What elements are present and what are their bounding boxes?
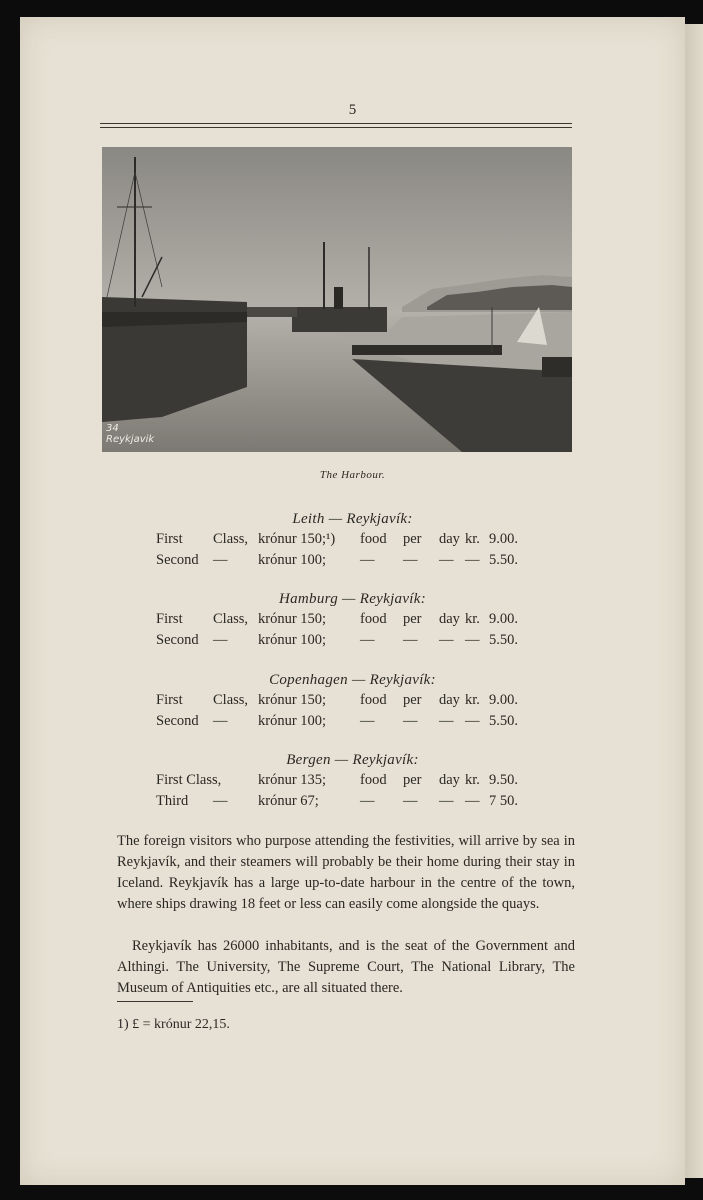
photo-caption: The Harbour. (319, 469, 386, 481)
page-number: 5 (348, 102, 357, 118)
route-title: Leith — Reykjavík: (292, 511, 413, 527)
fare-cell-day: day (439, 692, 460, 708)
fare-cell-cls2: Class, (213, 692, 249, 708)
fare-cell-per: — (403, 713, 418, 729)
fare-cell-food: — (360, 713, 375, 729)
footnote-rule (117, 1001, 193, 1002)
fare-cell-fare: krónur 135; (258, 772, 327, 788)
fare-cell-cls: First Class, (156, 772, 222, 788)
fare-cell-fare: krónur 67; (258, 793, 319, 809)
fare-cell-kr: kr. (465, 531, 480, 547)
fare-cell-cls2: — (213, 713, 228, 729)
fare-cell-kr: kr. (465, 772, 480, 788)
fare-cell-day: day (439, 531, 460, 547)
fare-cell-price: 5.50. (489, 552, 518, 568)
fare-cell-price: 5.50. (489, 713, 518, 729)
harbour-photo (102, 147, 572, 452)
fare-cell-price: 9.00. (489, 611, 518, 627)
fare-cell-per: per (403, 611, 422, 627)
fare-cell-price: 9.00. (489, 531, 518, 547)
fare-cell-cls2: — (213, 793, 228, 809)
fare-cell-fare: krónur 100; (258, 632, 327, 648)
fare-cell-kr: kr. (465, 611, 480, 627)
header-rule-bottom (100, 127, 572, 128)
document-page (20, 17, 685, 1185)
fare-cell-cls: First (156, 531, 183, 547)
fare-cell-fare: krónur 100; (258, 552, 327, 568)
fare-cell-food: food (360, 531, 387, 547)
fare-cell-day: — (439, 713, 454, 729)
fare-cell-per: — (403, 552, 418, 568)
fare-cell-cls: Second (156, 713, 199, 729)
fare-cell-cls2: — (213, 552, 228, 568)
photo-label: 34 Reykjavik (106, 423, 155, 445)
fare-cell-per: per (403, 531, 422, 547)
fare-cell-cls2: Class, (213, 611, 249, 627)
fare-cell-price: 9.00. (489, 692, 518, 708)
fare-cell-food: food (360, 611, 387, 627)
fare-cell-day: day (439, 772, 460, 788)
fare-cell-food: — (360, 793, 375, 809)
fare-cell-fare: krónur 150;¹) (258, 531, 336, 547)
fare-cell-kr: — (465, 713, 480, 729)
fare-cell-kr: — (465, 552, 480, 568)
fare-cell-per: — (403, 793, 418, 809)
footnote: 1) £ = krónur 22,15. (117, 1017, 230, 1032)
fare-cell-kr: — (465, 632, 480, 648)
fare-cell-fare: krónur 100; (258, 713, 327, 729)
fare-cell-fare: krónur 150; (258, 611, 327, 627)
fare-cell-food: food (360, 692, 387, 708)
fare-cell-cls: Second (156, 552, 199, 568)
fare-cell-per: — (403, 632, 418, 648)
fare-cell-day: day (439, 611, 460, 627)
fare-cell-day: — (439, 793, 454, 809)
paragraph-1: The foreign visitors who purpose attending the festivities, will arrive by sea in Reykjavík, and their steamers will probably be their home during their stay in Iceland. Reykjavík has a large up-to-date harbour in the centre of the town, where ships drawing 18 feet or less can easily come alongside the quays. (117, 833, 575, 912)
fare-cell-cls2: — (213, 632, 228, 648)
fare-cell-cls: Second (156, 632, 199, 648)
fare-cell-food: — (360, 632, 375, 648)
route-title: Bergen — Reykjavík: (286, 752, 419, 768)
route-title: Hamburg — Reykjavík: (278, 591, 427, 607)
fare-cell-cls: First (156, 611, 183, 627)
fare-cell-day: — (439, 632, 454, 648)
fare-cell-day: — (439, 552, 454, 568)
fare-cell-per: per (403, 692, 422, 708)
header-rule-top (100, 123, 572, 124)
fare-cell-kr: — (465, 793, 480, 809)
next-page-edge (685, 24, 703, 1178)
fare-cell-price: 9.50. (489, 772, 518, 788)
fare-cell-food: food (360, 772, 387, 788)
route-title: Copenhagen — Reykjavík: (269, 672, 436, 688)
fare-cell-per: per (403, 772, 422, 788)
fare-cell-price: 7 50. (489, 793, 518, 809)
fare-cell-food: — (360, 552, 375, 568)
fare-cell-cls: First (156, 692, 183, 708)
paragraph-2: Reykjavík has 26000 inhabitants, and is the seat of the Government and Althingi. The University, The Supreme Court, The National Library, The Museum of Antiquities etc., are all situated there. (117, 938, 575, 996)
fare-cell-kr: kr. (465, 692, 480, 708)
fare-cell-cls: Third (156, 793, 189, 809)
fare-cell-cls2: Class, (213, 531, 249, 547)
fare-cell-price: 5.50. (489, 632, 518, 648)
fare-cell-fare: krónur 150; (258, 692, 327, 708)
